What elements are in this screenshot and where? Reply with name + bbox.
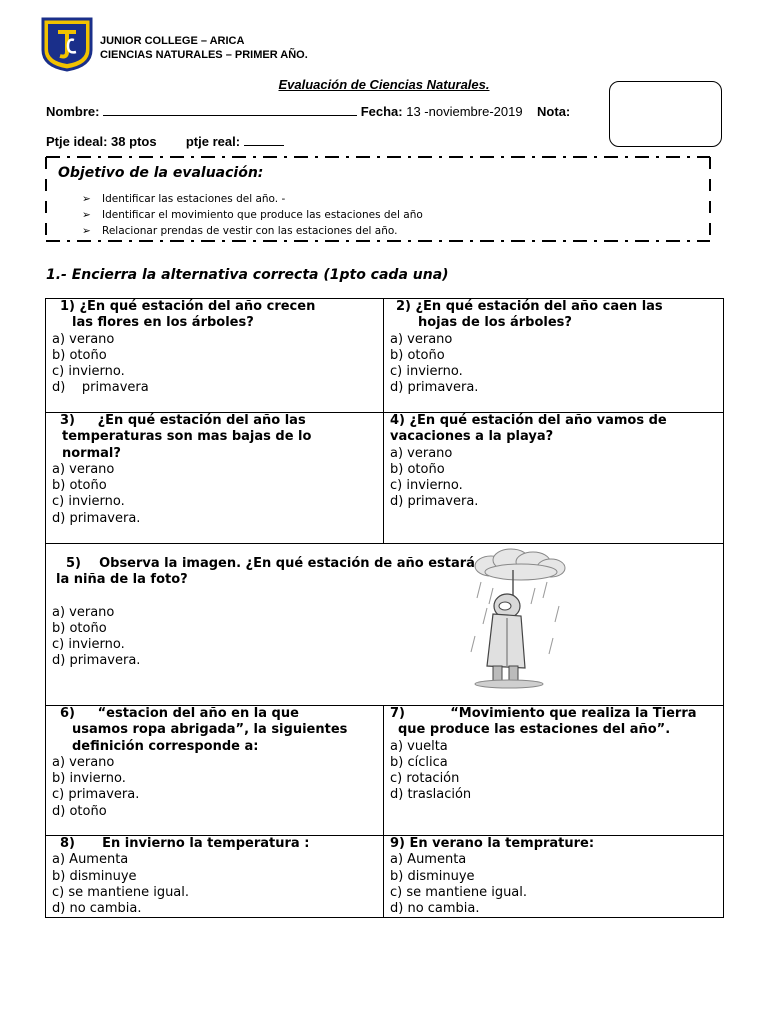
option[interactable]: d) otoño xyxy=(52,803,107,819)
grade-label: Nota: xyxy=(537,104,571,119)
school-name: JUNIOR COLLEGE – ARICA xyxy=(100,35,245,47)
question-8: 8) En invierno la temperatura : a) Aumenta b) disminuye c) se mantiene igual. d) no cambia. xyxy=(46,836,384,918)
objectives-list xyxy=(82,191,423,239)
question-1: 1) ¿En qué estación del año crecen las flores en los árboles? a) verano b) otoño c) invierno. d) primavera xyxy=(46,299,384,413)
objective-item: ➢ Identificar el movimiento que produce las estaciones del año xyxy=(82,209,423,221)
name-date-row xyxy=(46,103,570,119)
question-2: 2) ¿En qué estación del año caen las hojas de los árboles? a) verano b) otoño c) invierno. d) primavera. xyxy=(384,299,724,413)
option[interactable]: d) primavera. xyxy=(52,653,141,669)
option[interactable]: a) verano xyxy=(52,604,115,620)
objectives-title: Objetivo de la evaluación: xyxy=(58,165,264,181)
option[interactable]: a) vuelta xyxy=(390,738,448,754)
question-7: 7) “Movimiento que realiza la Tierra que produce las estaciones del año”. a) vuelta b) cíclica c) rotación d) traslación xyxy=(384,706,724,836)
question-4: 4) ¿En qué estación del año vamos de vacaciones a la playa? a) verano b) otoño c) invierno. d) primavera. xyxy=(384,413,724,544)
option[interactable]: d) primavera. xyxy=(390,380,479,396)
option[interactable]: b) disminuye xyxy=(52,868,137,884)
girl-in-rain-illustration xyxy=(463,548,573,695)
option[interactable]: c) invierno. xyxy=(390,364,463,380)
option[interactable]: b) otoño xyxy=(390,347,445,363)
school-logo xyxy=(40,16,94,72)
section-heading: 1.- Encierra la alternativa correcta (1pto cada una) xyxy=(46,267,449,283)
option[interactable]: c) rotación xyxy=(390,771,460,787)
option[interactable]: a) verano xyxy=(52,461,115,477)
name-label: Nombre: xyxy=(46,104,100,119)
real-score-field[interactable] xyxy=(244,133,284,146)
option[interactable]: b) otoño xyxy=(52,347,107,363)
option[interactable]: a) verano xyxy=(390,445,453,461)
arrow-icon: ➢ xyxy=(82,193,91,205)
option[interactable]: b) otoño xyxy=(390,461,445,477)
option[interactable]: c) invierno. xyxy=(52,364,125,380)
option[interactable]: b) invierno. xyxy=(52,771,126,787)
question-6: 6) “estacion del año en la que usamos ropa abrigada”, la siguientes definición corresponde a: a) verano b) invierno. c) primavera. d) otoño xyxy=(46,706,384,836)
option[interactable]: d) primavera. xyxy=(390,494,479,510)
page-title: Evaluación de Ciencias Naturales. xyxy=(278,77,490,92)
option[interactable]: a) Aumenta xyxy=(52,852,129,868)
date-label: Fecha: xyxy=(360,104,403,119)
option[interactable]: b) otoño xyxy=(52,620,107,636)
question-5: 5) Observa la imagen. ¿En qué estación de año estará la niña de la foto? a) verano b) otoño c) invierno. d) primavera. xyxy=(46,544,724,706)
option[interactable]: c) invierno. xyxy=(52,637,125,653)
option[interactable]: c) invierno. xyxy=(390,478,463,494)
objectives-box xyxy=(44,153,712,245)
arrow-icon: ➢ xyxy=(82,225,91,237)
option[interactable]: b) cíclica xyxy=(390,754,448,770)
option[interactable]: a) verano xyxy=(52,754,115,770)
ideal-score-value: 38 xyxy=(111,134,126,149)
option[interactable]: d) no cambia. xyxy=(52,901,142,917)
objective-item: ➢ Identificar las estaciones del año. - xyxy=(82,193,286,205)
ideal-score-unit: ptos xyxy=(129,134,157,149)
name-field[interactable] xyxy=(103,103,357,116)
option[interactable]: d) no cambia. xyxy=(390,901,480,917)
option[interactable]: a) verano xyxy=(390,331,453,347)
option[interactable]: d) primavera xyxy=(52,380,149,396)
option[interactable]: a) Aumenta xyxy=(390,852,467,868)
option[interactable]: c) invierno. xyxy=(52,494,125,510)
option[interactable]: c) primavera. xyxy=(52,787,140,803)
option[interactable]: b) disminuye xyxy=(390,868,475,884)
option[interactable]: a) verano xyxy=(52,331,115,347)
real-score-label: ptje real: xyxy=(185,134,241,149)
option[interactable]: b) otoño xyxy=(52,478,107,494)
question-3: 3) ¿En qué estación del año las temperaturas son mas bajas de lo normal? a) verano b) otoño c) invierno. d) primavera. xyxy=(46,413,384,544)
ideal-score-label: Ptje ideal: xyxy=(46,134,108,149)
option[interactable]: c) se mantiene igual. xyxy=(52,884,190,900)
grade-box[interactable] xyxy=(609,81,722,147)
score-row xyxy=(46,133,284,149)
option[interactable]: d) traslación xyxy=(390,787,472,803)
questions-table xyxy=(45,298,724,918)
question-9: 9) En verano la temprature: a) Aumenta b) disminuye c) se mantiene igual. d) no cambia. xyxy=(384,836,724,918)
option[interactable]: d) primavera. xyxy=(52,510,141,526)
arrow-icon: ➢ xyxy=(82,209,91,221)
objective-item: ➢ Relacionar prendas de vestir con las estaciones del año. xyxy=(82,225,398,237)
course-name: CIENCIAS NATURALES – PRIMER AÑO. xyxy=(100,49,308,61)
school-header xyxy=(100,34,308,62)
date-value: 13 -noviembre-2019 xyxy=(406,104,523,119)
option[interactable]: c) se mantiene igual. xyxy=(390,884,528,900)
